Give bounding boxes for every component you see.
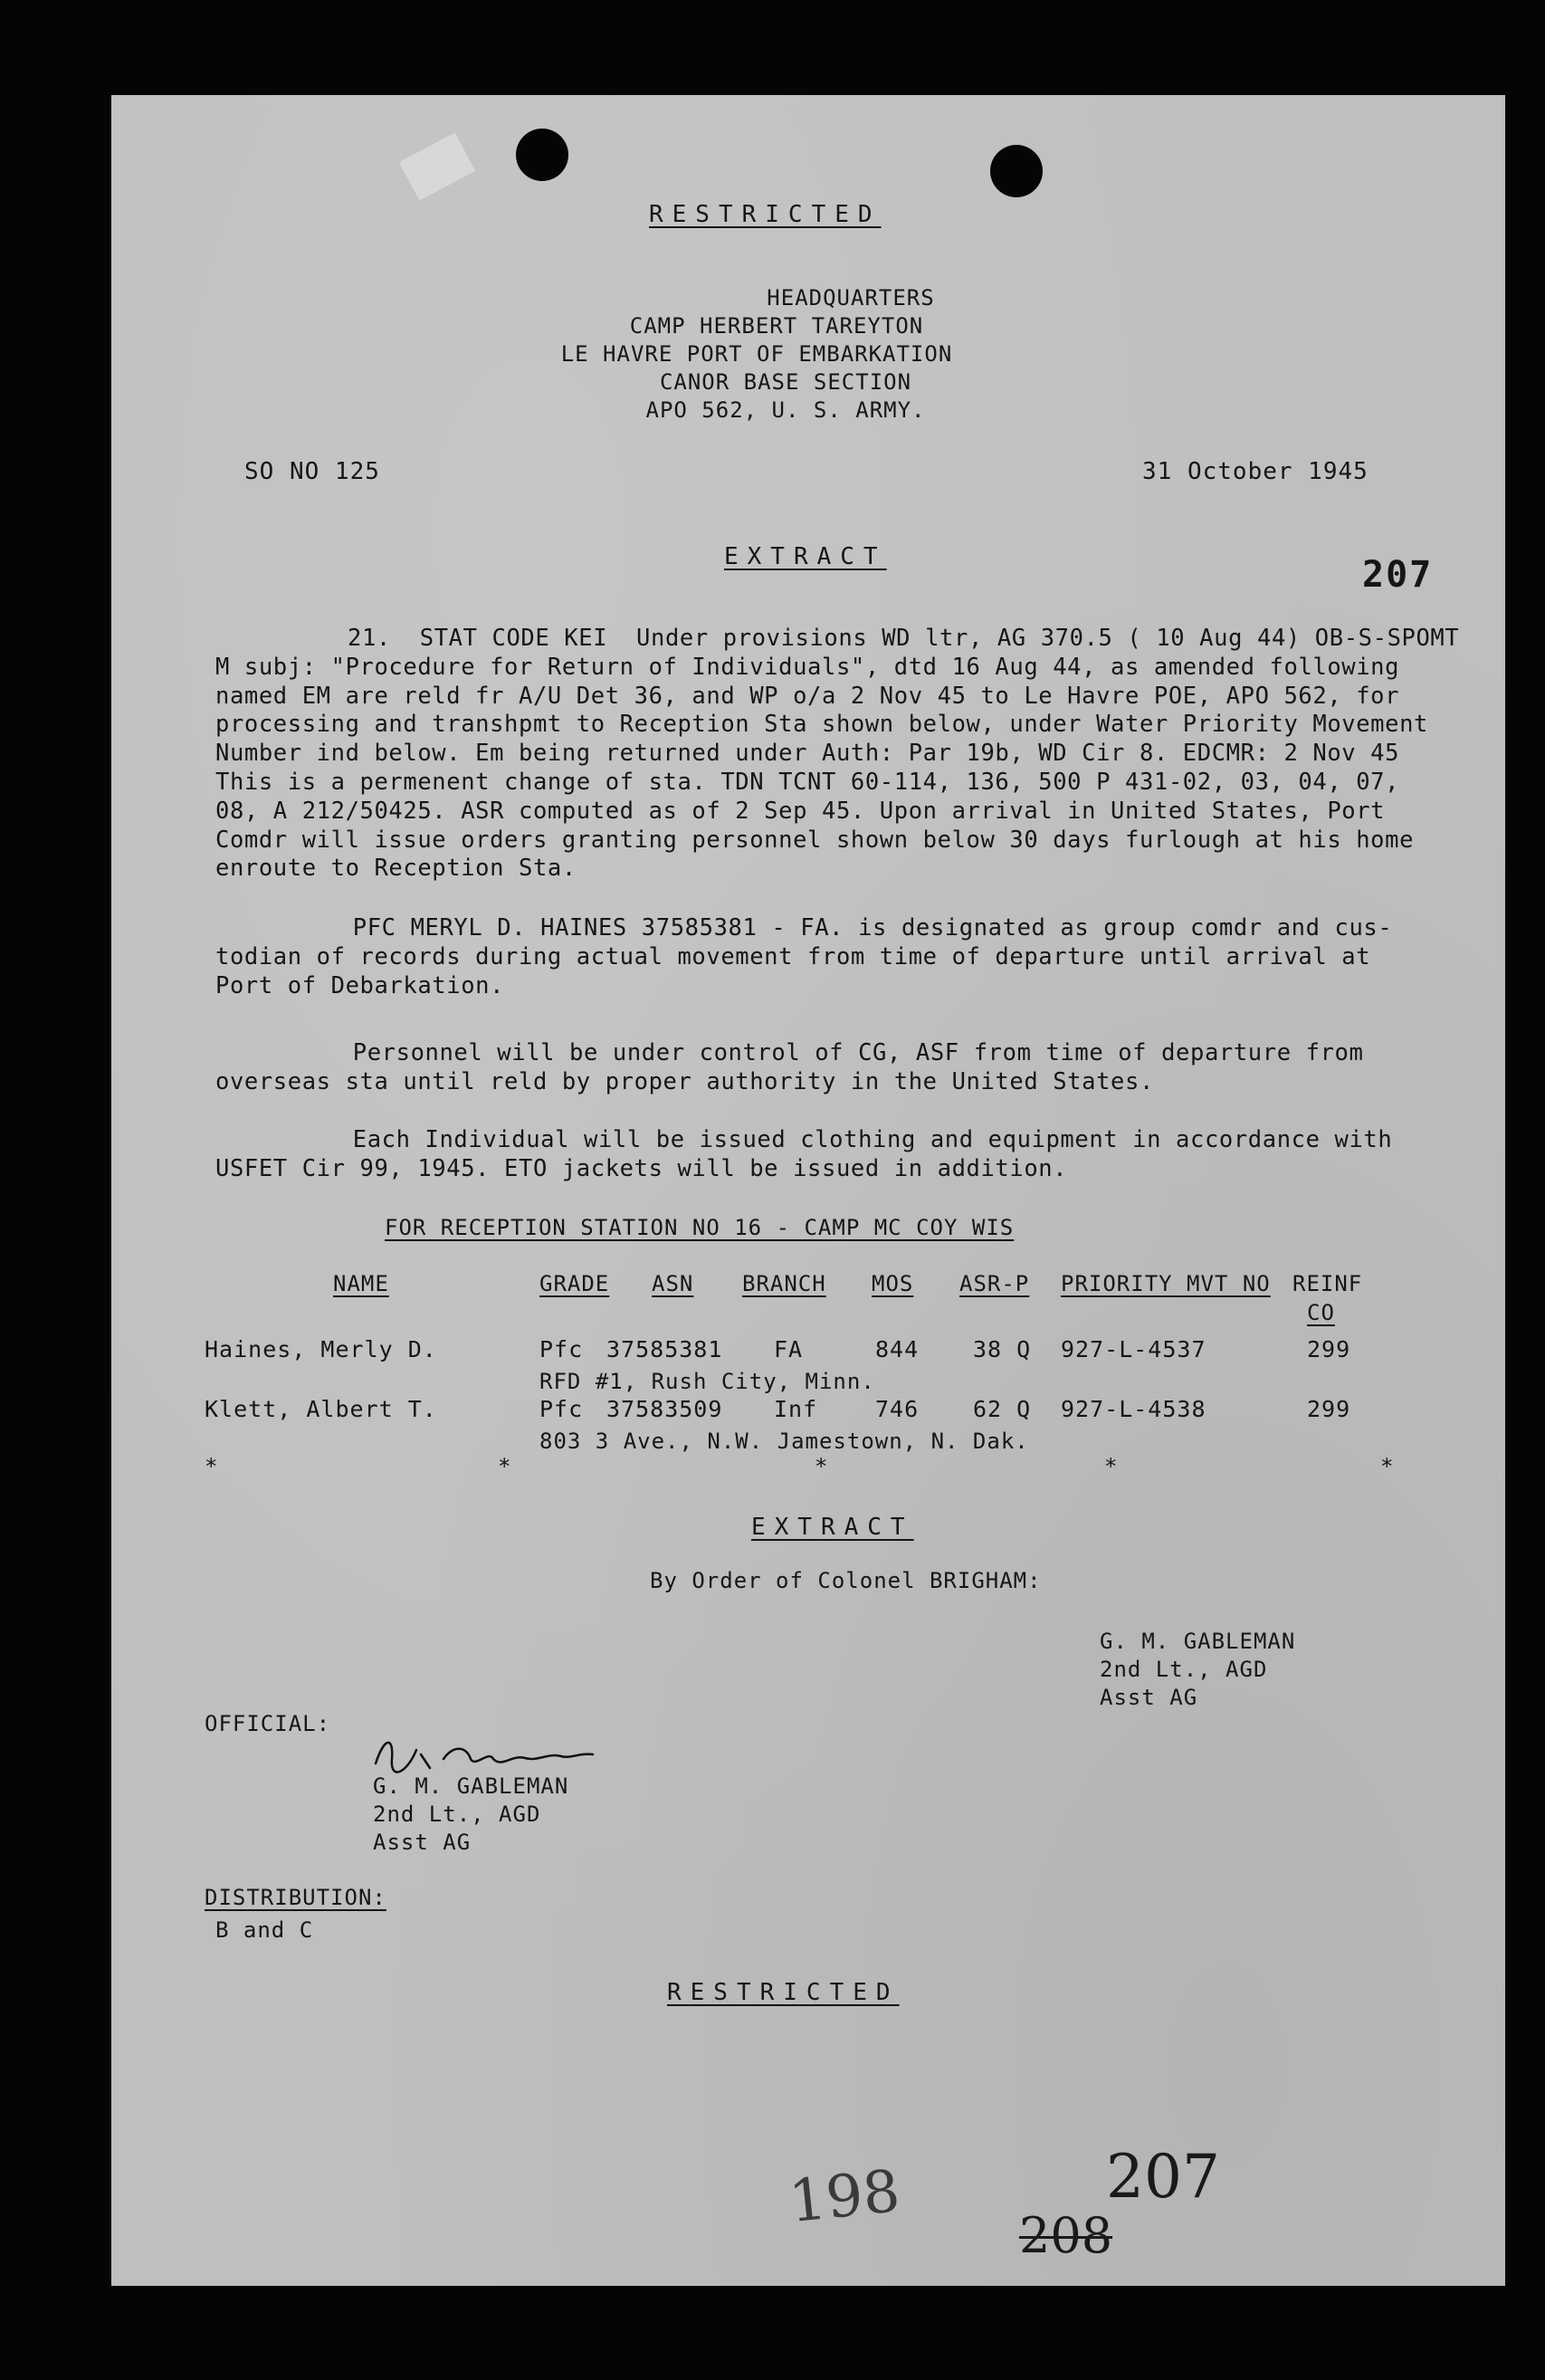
- asterisk-separator: *: [1380, 1454, 1394, 1479]
- cell-reinf: 299: [1307, 1396, 1351, 1422]
- cell-mos: 844: [875, 1336, 920, 1362]
- hq-line: CANOR BASE SECTION: [659, 369, 912, 395]
- text-line: Port of Debarkation.: [215, 971, 505, 999]
- col-header-asr: ASR-P: [959, 1271, 1030, 1296]
- hq-line: CAMP HERBERT TAREYTON: [629, 313, 924, 339]
- hq-line: HEADQUARTERS: [767, 285, 935, 311]
- col-header-grade: GRADE: [539, 1271, 610, 1296]
- official-label: OFFICIAL:: [205, 1711, 331, 1736]
- cell-address: RFD #1, Rush City, Minn.: [539, 1369, 875, 1394]
- signer-line: Asst AG: [1100, 1685, 1198, 1710]
- col-header-priority: PRIORITY MVT NO: [1061, 1271, 1271, 1296]
- punch-hole-left: [516, 129, 568, 181]
- cell-branch: FA: [774, 1336, 804, 1362]
- cell-priority: 927-L-4537: [1061, 1336, 1206, 1362]
- cell-asr: 62 Q: [973, 1396, 1032, 1422]
- text-line: todian of records during actual movement from time of departure until arrival at: [215, 942, 1371, 970]
- by-order-line: By Order of Colonel BRIGHAM:: [650, 1568, 1042, 1593]
- text-line: Each Individual will be issued clothing and equipment in accordance with: [281, 1126, 1393, 1153]
- official-signer-block: [373, 1773, 568, 1857]
- distribution-value: B and C: [215, 1917, 314, 1943]
- asterisk-separator: *: [498, 1454, 511, 1479]
- text-line: overseas sta until reld by proper authority in the United States.: [215, 1067, 1154, 1095]
- extract-title: EXTRACT: [724, 543, 887, 570]
- punch-hole-right: [990, 145, 1043, 197]
- text-line: Comdr will issue orders granting personnel shown below 30 days furlough at his home: [215, 826, 1415, 854]
- hq-line: LE HAVRE PORT OF EMBARKATION: [560, 341, 953, 367]
- cell-priority: 927-L-4538: [1061, 1396, 1206, 1422]
- asterisk-separator: *: [1104, 1454, 1118, 1479]
- classification-top: RESTRICTED: [649, 201, 882, 228]
- hq-line: APO 562, U. S. ARMY.: [645, 397, 926, 423]
- special-order-number: SO NO 125: [244, 458, 380, 485]
- cell-grade: Pfc: [539, 1336, 584, 1362]
- cell-address: 803 3 Ave., N.W. Jamestown, N. Dak.: [539, 1429, 1029, 1454]
- col-header-name: NAME: [333, 1271, 389, 1296]
- signer-line: 2nd Lt., AGD: [1100, 1657, 1268, 1682]
- cell-grade: Pfc: [539, 1396, 584, 1422]
- cell-reinf: 299: [1307, 1336, 1351, 1362]
- text-line: PFC MERYL D. HAINES 37585381 - FA. is designated as group comdr and cus-: [281, 914, 1393, 941]
- official-signer-line: G. M. GABLEMAN: [373, 1773, 569, 1799]
- paragraph-4: [215, 1126, 1393, 1184]
- cell-asr: 38 Q: [973, 1336, 1032, 1362]
- official-signer-line: Asst AG: [373, 1830, 472, 1855]
- col-header-branch: BRANCH: [742, 1271, 826, 1296]
- handwritten-struck-number: 208: [1019, 2207, 1113, 2264]
- extract-title-footer: EXTRACT: [751, 1514, 914, 1541]
- cell-asn: 37585381: [606, 1336, 723, 1362]
- order-date: 31 October 1945: [1142, 458, 1369, 485]
- paragraph-3: [215, 1039, 1364, 1097]
- text-line: M subj: "Procedure for Return of Individuals", dtd 16 Aug 44, as amended following: [215, 653, 1400, 681]
- text-line: This is a permenent change of sta. TDN TCNT 60-114, 136, 500 P 431-02, 03, 04, 07,: [215, 768, 1400, 796]
- text-line: 08, A 212/50425. ASR computed as of 2 Sep 45. Upon arrival in United States, Port: [215, 797, 1386, 825]
- paper-tab: [399, 132, 475, 200]
- paragraph-2: [215, 914, 1393, 1000]
- paragraph-1: [215, 625, 1460, 884]
- signer-line: G. M. GABLEMAN: [1100, 1629, 1296, 1654]
- cell-asn: 37583509: [606, 1396, 723, 1422]
- col-header-reinf: REINF: [1292, 1271, 1363, 1296]
- handwritten-left-number: 198: [786, 2157, 903, 2237]
- text-line: enroute to Reception Sta.: [215, 855, 577, 883]
- official-signer-line: 2nd Lt., AGD: [373, 1802, 541, 1827]
- text-line: 21. STAT CODE KEI Under provisions WD ltr, AG 370.5 ( 10 Aug 44) OB-S-SPOMT: [348, 625, 1460, 652]
- distribution-label: DISTRIBUTION:: [205, 1885, 386, 1910]
- cell-name: Klett, Albert T.: [205, 1396, 437, 1422]
- headquarters-block: [560, 284, 1068, 425]
- signature-block: [1100, 1628, 1295, 1712]
- text-line: Personnel will be under control of CG, ASF from time of departure from: [281, 1039, 1364, 1066]
- cell-branch: Inf: [774, 1396, 818, 1422]
- col-header-asn: ASN: [652, 1271, 694, 1296]
- classification-bottom: RESTRICTED: [667, 1979, 900, 2006]
- asterisk-separator: *: [205, 1454, 218, 1479]
- page-stamp: 207: [1362, 554, 1434, 596]
- text-line: Number ind below. Em being returned under Auth: Par 19b, WD Cir 8. EDCMR: 2 Nov 45: [215, 740, 1400, 768]
- cell-mos: 746: [875, 1396, 920, 1422]
- text-line: USFET Cir 99, 1945. ETO jackets will be issued in addition.: [215, 1154, 1068, 1182]
- text-line: processing and transhpmt to Reception Sta shown below, under Water Priority Movement: [215, 711, 1428, 739]
- asterisk-separator: *: [815, 1454, 828, 1479]
- col-header-mos: MOS: [872, 1271, 914, 1296]
- col-header-co: CO: [1307, 1300, 1335, 1325]
- cell-name: Haines, Merly D.: [205, 1336, 437, 1362]
- reception-station: FOR RECEPTION STATION NO 16 - CAMP MC COY WIS: [385, 1215, 1015, 1240]
- text-line: named EM are reld fr A/U Det 36, and WP o/a 2 Nov 45 to Le Havre POE, APO 562, for: [215, 682, 1400, 710]
- handwritten-page-number: 207: [1106, 2142, 1220, 2212]
